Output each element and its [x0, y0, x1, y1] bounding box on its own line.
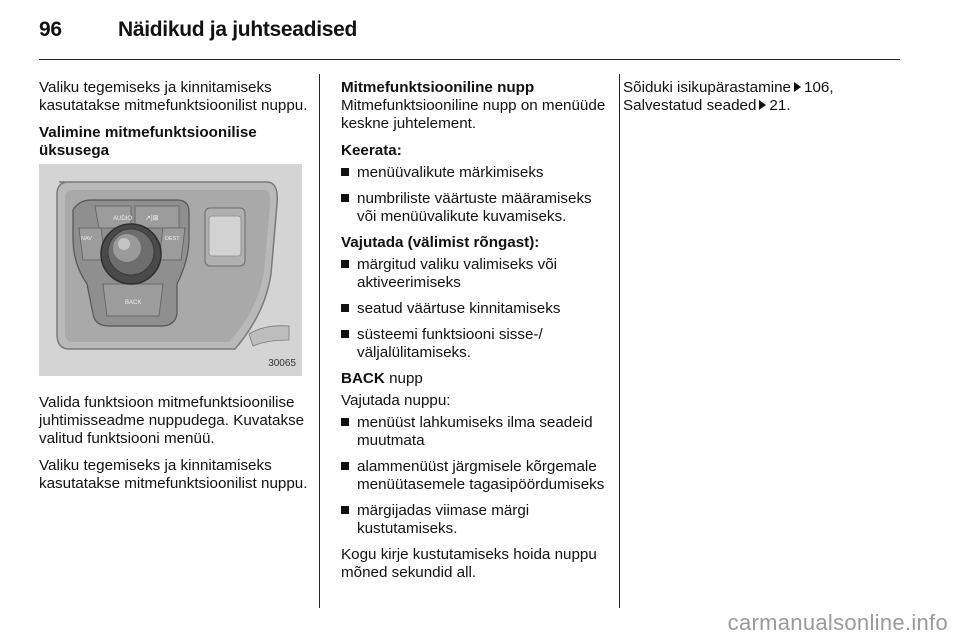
page-reference-arrow-icon [794, 82, 801, 92]
press-heading: Vajutada (välimist rõngast): [341, 234, 540, 251]
cross-reference-1: Sõiduki isikupärastamine 106, [623, 79, 834, 96]
column-2 [341, 79, 609, 591]
phone-label: ↗|⊠ [145, 215, 159, 222]
bullet-icon [341, 418, 349, 426]
multifunction-intro: Mitmefunktsiooniline nupp on menüüde keskne juhtelement. [341, 97, 606, 132]
list-item: menüüvalikute märkimiseks [341, 164, 609, 182]
list-item: seatud väärtuse kinnitamiseks [341, 300, 609, 318]
watermark: carmanualsonline.info [727, 610, 948, 635]
list-item: menüüst lahkumiseks ilma seadeid muutmata [341, 414, 609, 450]
controller-figure [39, 164, 302, 376]
nav-label: NAV [81, 236, 92, 242]
dest-label: DEST [165, 236, 180, 242]
bullet-icon [341, 506, 349, 514]
column-divider-2 [619, 74, 620, 608]
cross-reference-2: Salvestatud seaded 21. [623, 97, 791, 114]
page-reference-arrow-icon [759, 100, 766, 110]
list-item: süsteemi funktsiooni sisse-/ väljalülitamiseks. [341, 326, 609, 362]
bullet-icon [341, 168, 349, 176]
back-press: Vajutada nuppu: [341, 392, 451, 409]
back-list [341, 414, 609, 538]
page-title: Näidikud ja juhtseadised [118, 18, 358, 41]
back-rest: nupp [384, 370, 423, 387]
bullet-icon [341, 260, 349, 268]
col1-intro: Valiku tegemiseks ja kinnitamiseks kasutatakse mitmefunktsioonilist nuppu. [39, 79, 308, 114]
page-number: 96 [39, 18, 62, 41]
column-divider-1 [319, 74, 320, 608]
bullet-icon [341, 330, 349, 338]
audio-label: AUDIO [113, 216, 133, 222]
col1-para2: Valiku tegemiseks ja kinnitamiseks kasutatakse mitmefunktsioonilist nuppu. [39, 457, 308, 492]
list-item: numbriliste väärtuste määramiseks või menüüvalikute kuvamiseks. [341, 190, 609, 226]
hold-text: Kogu kirje kustutamiseks hoida nuppu mõned sekundid all. [341, 546, 597, 581]
column-1 [39, 79, 309, 502]
list-item: märgijadas viimase märgi kustutamiseks. [341, 502, 609, 538]
back-label: BACK [125, 300, 142, 306]
list-item: märgitud valiku valimiseks või aktiveerimiseks [341, 256, 609, 292]
press-list [341, 256, 609, 362]
turn-list [341, 164, 609, 226]
controller-illustration [39, 164, 302, 376]
bullet-icon [341, 462, 349, 470]
column-3 [623, 79, 893, 115]
col1-subheading: Valimine mitmefunktsioonilise üksusega [39, 124, 257, 159]
turn-heading: Keerata: [341, 142, 402, 159]
back-bold: BACK [341, 370, 385, 387]
bullet-icon [341, 304, 349, 312]
list-item: alammenüüst järgmisele kõrgemale menüütasemele tagasipöördumiseks [341, 458, 609, 494]
bullet-icon [341, 194, 349, 202]
header-rule [39, 59, 900, 60]
back-heading [341, 370, 609, 388]
multifunction-heading: Mitmefunktsiooniline nupp [341, 79, 535, 96]
col1-para1: Valida funktsioon mitmefunktsioonilise juhtimisseadme nuppudega. Kuvatakse valitud funktsiooni menüü. [39, 394, 305, 447]
figure-number: 30065 [268, 358, 296, 369]
